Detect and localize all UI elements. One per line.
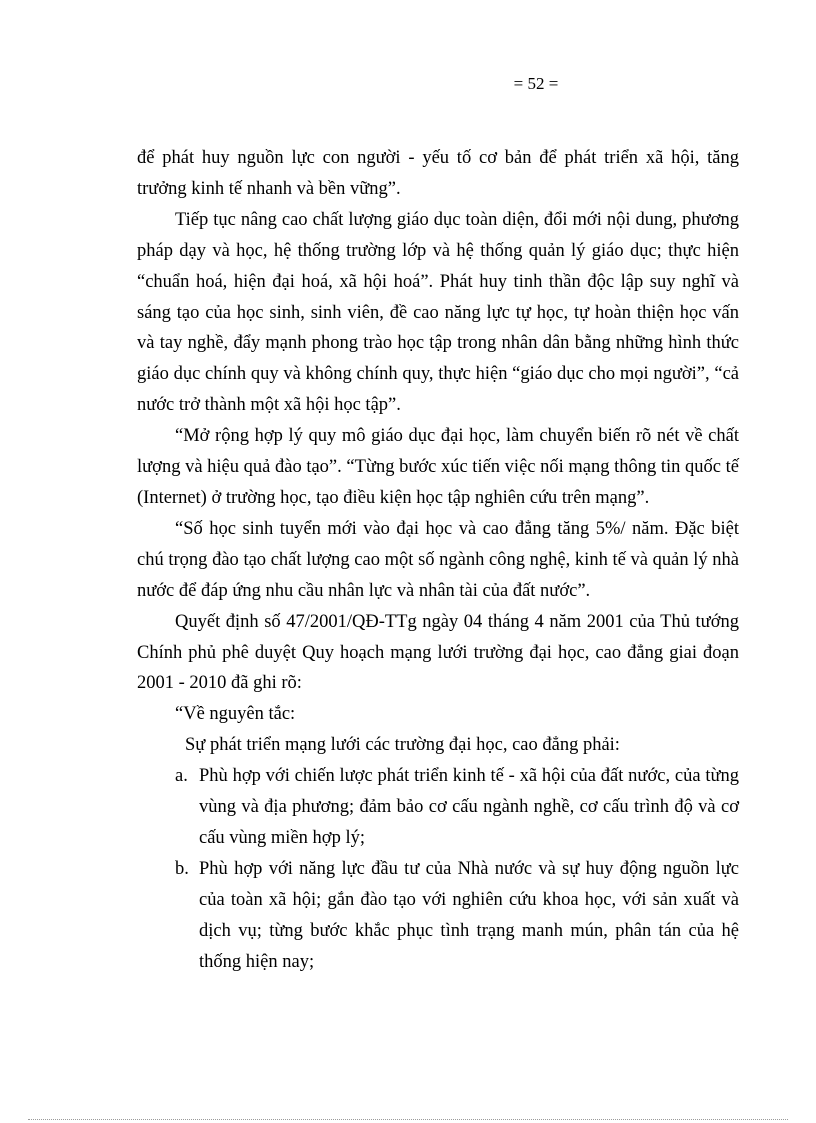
- body-text: [137, 143, 739, 977]
- page-number: = 52 =: [513, 74, 559, 93]
- paragraph-continuation: để phát huy nguồn lực con người - yếu tố cơ bản để phát triển xã hội, tăng trưởng kinh tế nhanh và bền vững”.: [137, 148, 739, 199]
- list-item-text: Phù hợp với chiến lược phát triển kinh tế - xã hội của đất nước, của từng vùng và địa phương; đảm bảo cơ cấu ngành nghề, cơ cấu trình độ và cơ cấu vùng miền hợp lý;: [199, 766, 739, 848]
- bottom-border: [28, 1119, 788, 1120]
- list-item-text: Phù hợp với năng lực đầu tư của Nhà nước và sự huy động nguồn lực của toàn xã hội; gắn đào tạo với nghiên cứu khoa học, với sản xuất và dịch vụ; từng bước khắc phục tình trạng manh mún, phân tán của hệ thống hiện nay;: [199, 858, 739, 972]
- paragraph-education-quality: Tiếp tục nâng cao chất lượng giáo dục toàn diện, đổi mới nội dung, phương pháp dạy và học, hệ thống trường lớp và hệ thống quản lý giáo dục; thực hiện “chuẩn hoá, hiện đại hoá, xã hội hoá”. Phát huy tinh thần độc lập suy nghĩ và sáng tạo của học sinh, sinh viên, đề cao năng lực tự học, tự hoàn thiện học vấn và tay nghề, đẩy mạnh phong trào học tập trong nhân dân bằng những hình thức giáo dục chính quy và không chính quy, thực hiện “giáo dục cho mọi người”, “cả nước trở thành một xã hội học tập”.: [137, 209, 739, 416]
- list-marker: b.: [175, 858, 189, 879]
- paragraph-enrollment-growth: “Số học sinh tuyển mới vào đại học và cao đẳng tăng 5%/ năm. Đặc biệt chú trọng đào tạo chất lượng cao một số ngành công nghệ, kinh tế và quản lý nhà nước để đáp ứng nhu cầu nhân lực và nhân tài của đất nước”.: [137, 518, 739, 601]
- list-marker: a.: [175, 766, 188, 787]
- list-intro: Sự phát triển mạng lưới các trường đại học, cao đẳng phải:: [185, 735, 620, 756]
- paragraph-decision-47: Quyết định số 47/2001/QĐ-TTg ngày 04 tháng 4 năm 2001 của Thủ tướng Chính phủ phê duyệt Quy hoạch mạng lưới trường đại học, cao đẳng giai đoạn 2001 - 2010 đã ghi rõ:: [137, 611, 739, 694]
- list-item: [137, 761, 739, 854]
- list-item: [137, 854, 739, 978]
- paragraph-higher-education-scale: “Mở rộng hợp lý quy mô giáo dục đại học, làm chuyển biến rõ nét về chất lượng và hiệu quả đào tạo”. “Từng bước xúc tiến việc nối mạng thông tin quốc tế (Internet) ở trường học, tạo điều kiện học tập nghiên cứu trên mạng”.: [137, 426, 739, 508]
- paragraph-principles-heading: “Về nguyên tắc:: [175, 704, 296, 725]
